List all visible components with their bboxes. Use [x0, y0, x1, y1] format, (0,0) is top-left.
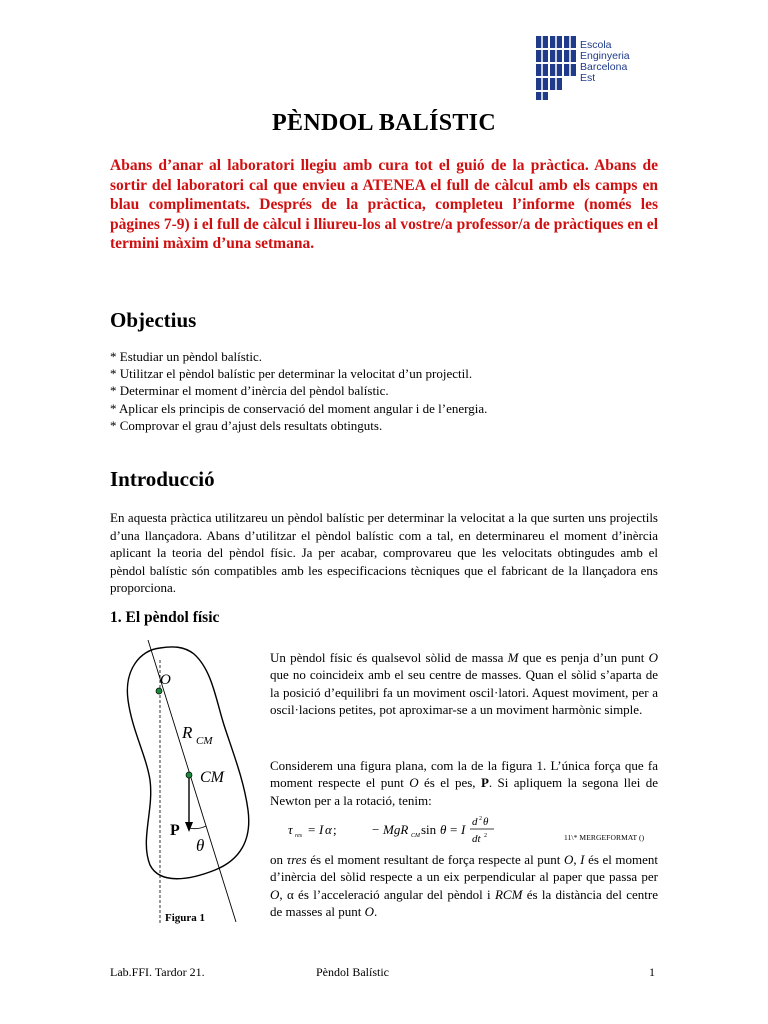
page-number: 1 — [649, 965, 655, 979]
text-span: que no coincideix amb el seu centre de masses. Quan el sòlid s’aparta de la posició d’equilibri fa un moviment oscil·latori. Aquest moviment, per a oscil·lacions petites, pot aproximar-se a un moviment harmònic simple. — [270, 667, 658, 718]
footer-course: Lab.FFI. Tardor 21. — [110, 965, 205, 979]
svg-text:sin: sin — [421, 822, 437, 837]
symbol-O: O — [648, 650, 658, 665]
introduction-heading: Introducció — [110, 467, 215, 491]
physical-pendulum-definition — [270, 649, 658, 719]
svg-text:I: I — [319, 822, 324, 837]
symbol-O: O — [563, 852, 574, 867]
svg-text:2: 2 — [484, 833, 487, 839]
symbol-I: I — [580, 852, 585, 867]
weight-arrowhead — [185, 822, 193, 832]
text-span: . Si apliquem la segona llei de Newton per a la rotació, tenim: — [270, 775, 659, 808]
label-O: O — [160, 672, 171, 688]
svg-text:α: α — [325, 822, 332, 837]
symbol-M: M — [507, 650, 519, 665]
school-logo-text — [580, 40, 630, 84]
equation-number-tag: 11\* MERGEFORMAT () — [564, 833, 645, 842]
center-of-mass-point — [186, 772, 192, 778]
figure-caption: Figura 1 — [165, 912, 206, 924]
label-R-subscript: CM — [196, 735, 213, 747]
angle-arc — [189, 826, 206, 829]
text-span: és el moment d’inèrcia del sòlid respecte a un eix perpendicular al paper que passa per — [270, 852, 659, 885]
symbol-R-CM: RCM — [494, 886, 523, 902]
symbol-O: O — [364, 904, 374, 920]
svg-text:CM: CM — [411, 833, 420, 839]
svg-text:=: = — [308, 822, 316, 837]
text-span: , α és l’acceleració angular del pèndol i — [279, 886, 495, 902]
text-span: Considerem una figura plana, com la de la figura 1. L’única força que fa moment respecte el punt — [270, 758, 658, 791]
text-span: Un pèndol físic és qualsevol sòlid de massa — [270, 650, 508, 665]
text-span: . — [373, 904, 378, 920]
objectives-list — [110, 348, 670, 434]
objective-item: * Estudiar un pèndol balístic. — [110, 349, 263, 364]
text-span: és el moment resultant de força respecte al punt — [306, 852, 564, 867]
equation-explanation — [270, 851, 658, 921]
objective-item: * Utilitzar el pèndol balístic per determinar la velocitat d’un projectil. — [110, 366, 473, 382]
svg-text:dt: dt — [472, 833, 481, 845]
svg-text:I: I — [461, 822, 466, 837]
text-span: és la distància del centre de masses al punt — [270, 886, 658, 920]
objective-item: * Determinar el moment d’inèrcia del pèndol balístic. — [110, 383, 389, 399]
svg-text:τ: τ — [288, 822, 293, 837]
svg-text:θ: θ — [440, 822, 447, 837]
svg-text:;: ; — [333, 822, 337, 837]
objective-item: * Comprovar el grau d’ajust dels resultats obtinguts. — [110, 417, 383, 433]
label-R: R — [182, 723, 193, 742]
symbol-P: P — [480, 775, 489, 791]
school-logo-icon — [536, 36, 576, 100]
physical-pendulum-figure — [120, 640, 260, 930]
logo-line: Enginyeria — [580, 50, 630, 62]
svg-text:MgR: MgR — [383, 822, 409, 837]
symbol-O: O — [270, 886, 280, 902]
pendulum-body-outline — [127, 647, 248, 879]
svg-text:2: 2 — [479, 816, 482, 822]
document-title: PÈNDOL BALÍSTIC — [272, 110, 496, 136]
newton-rotation-paragraph — [270, 757, 658, 809]
label-P: P — [170, 822, 180, 839]
objectives-heading: Objectius — [110, 308, 197, 332]
pivot-point-O — [156, 688, 162, 694]
svg-text:θ: θ — [483, 816, 489, 828]
torque-equation — [288, 812, 518, 846]
symbol-tau-res: τres — [286, 852, 307, 867]
text-span: , — [573, 852, 581, 867]
text-span: on — [270, 852, 287, 867]
label-CM: CM — [200, 769, 224, 786]
logo-line: Est — [580, 72, 596, 84]
svg-text:res: res — [295, 833, 303, 839]
svg-text:−: − — [372, 822, 380, 837]
text-span: és el pes, — [418, 775, 481, 791]
footer-title: Pèndol Balístic — [316, 965, 389, 979]
text-span: que es penja d’un punt — [518, 650, 649, 665]
section-heading-physical-pendulum: 1. El pèndol físic — [110, 609, 220, 626]
logo-line: Barcelona — [580, 61, 628, 73]
svg-text:d: d — [472, 816, 478, 828]
objective-item: * Aplicar els principis de conservació del moment angular i de l’energia. — [110, 400, 488, 416]
school-logo — [536, 36, 666, 100]
logo-line: Escola — [580, 39, 612, 51]
label-theta: θ — [196, 836, 205, 855]
introduction-paragraph: En aquesta pràctica utilitzareu un pèndol balístic per determinar la velocitat a la que surten uns projectils d’una llançadora. Abans d’utilitzar el pèndol balístic com a tal, en determinareu el moment d’inèrcia aplicant la teoria del pèndol físic. Ja per acabar, comprovareu que les velocitats obtingudes amb el pèndol balístic són compatibles amb les especificacions tècniques que el fabricant de la llançadora ens proporciona. — [110, 510, 658, 596]
symbol-O: O — [409, 775, 419, 791]
lab-instructions-warning: Abans d’anar al laboratori llegiu amb cura tot el guió de la pràctica. Abans de sortir del laboratori cal que envieu a ATENEA el full de càlcul amb els camps en blau complimentats. Després de la pràctica, completeu l’informe (només les pàgines 7-9) i el full de càlcul i lliureu-los al vostre/a professor/a de pràctiques en el termini màxim d’una setmana. — [110, 157, 658, 252]
svg-text:=: = — [450, 822, 458, 837]
